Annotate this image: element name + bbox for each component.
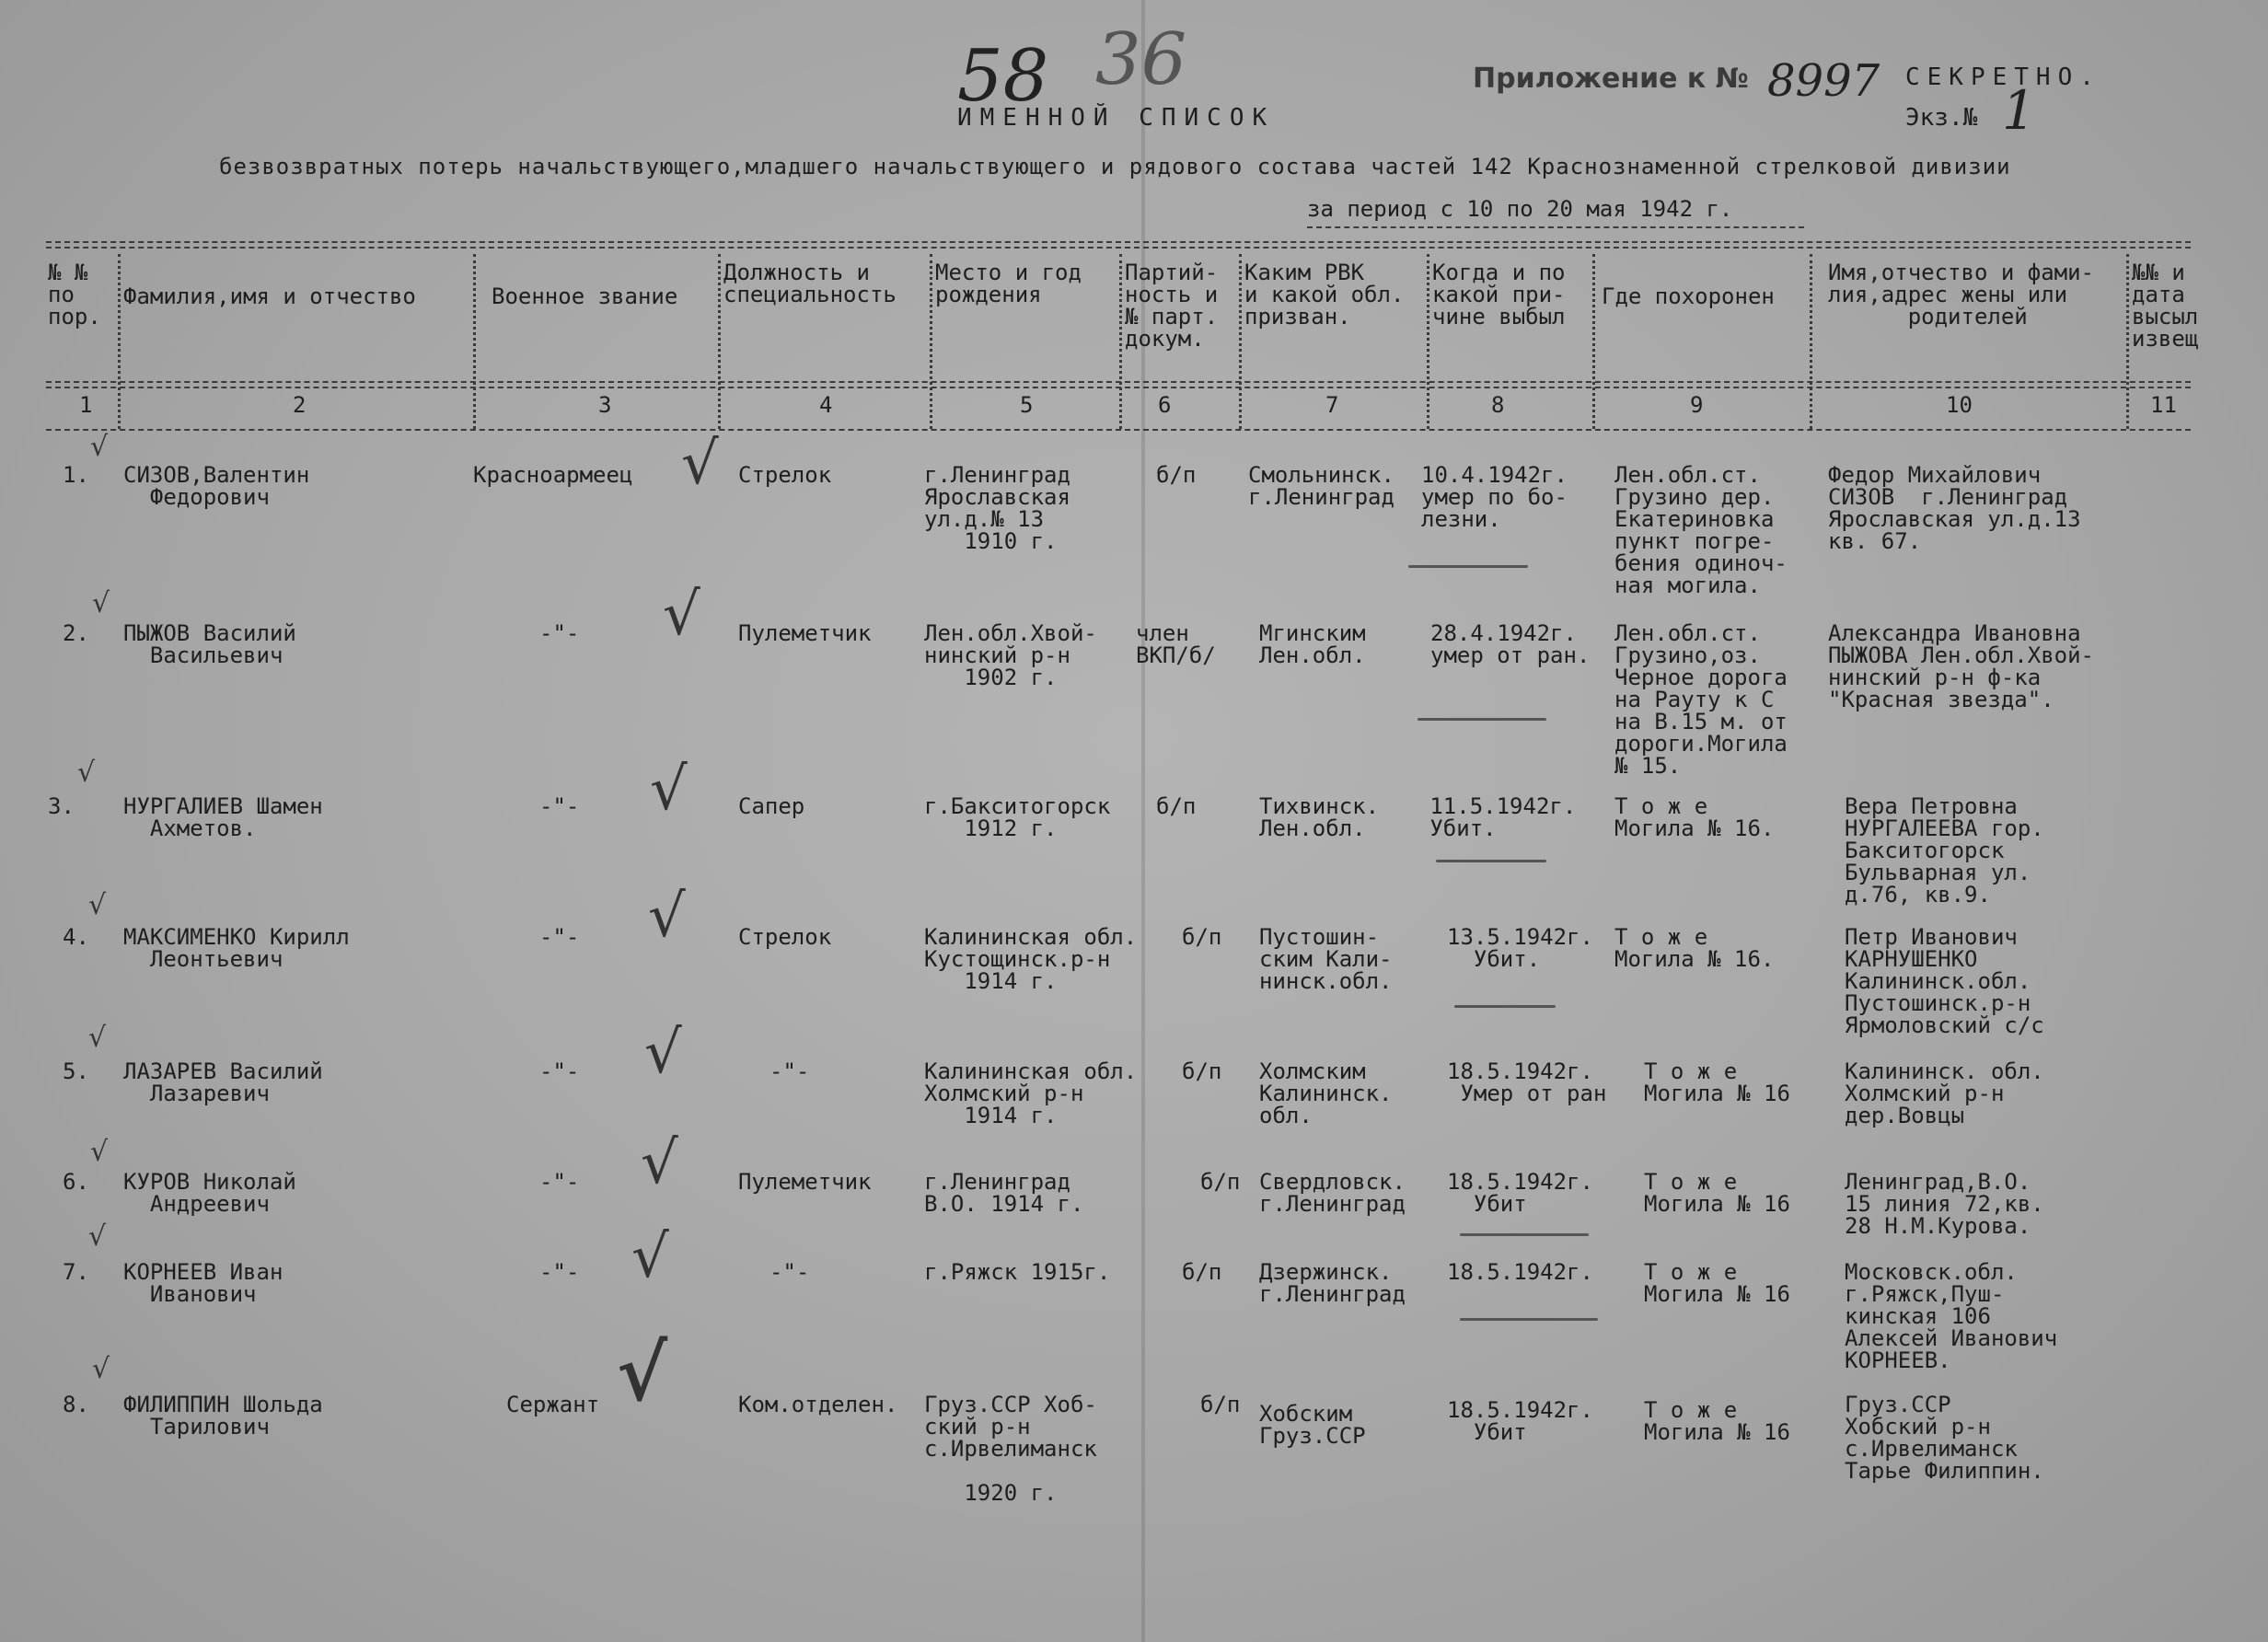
cell-rvk: Дзержинск. г.Ленинград	[1259, 1259, 1406, 1307]
check-mark: √	[648, 883, 686, 951]
column-separator	[1119, 254, 1122, 429]
cell-party: б/п	[1200, 1392, 1241, 1417]
cell-when: 10.4.1942г. умер по бо- лезни.	[1421, 462, 1568, 532]
pen-stroke	[1460, 1318, 1598, 1321]
cell-position: Сапер	[738, 793, 805, 819]
cell-relatives: Московск.обл. г.Ряжск,Пуш- кинская 106 Алексей Иванович КОРНЕЕВ.	[1845, 1259, 2058, 1373]
col-number: 8	[1491, 392, 1505, 418]
cell-rvk: Свердловск. г.Ленинград	[1259, 1169, 1406, 1217]
tick-mark: √	[90, 1136, 109, 1168]
cell-name: КУРОВ Николай Андреевич	[123, 1169, 296, 1217]
col-header-1: № № по пор.	[48, 260, 101, 330]
cell-name: ПЫЖОВ Василий Васильевич	[123, 620, 296, 668]
check-mark: √	[650, 756, 688, 824]
col-header-4: Должность и специальность	[723, 260, 897, 307]
row-number: 3.	[48, 793, 75, 819]
cell-birth: Калининская обл. Кустощинск.р-н 1914 г.	[924, 924, 1138, 994]
cell-position: Пулеметчик	[738, 620, 872, 646]
cell-when: 11.5.1942г. Убит.	[1429, 793, 1577, 841]
cell-party: б/п	[1200, 1169, 1241, 1195]
col-number: 5	[1020, 392, 1034, 418]
tick-mark: √	[90, 431, 109, 463]
cell-rank: -"-	[539, 924, 580, 950]
handwritten-page-number-2: 36	[1095, 18, 1187, 101]
row-number: 2.	[63, 620, 89, 646]
cell-relatives: Федор Михайлович СИЗОВ г.Ленинград Ярославская ул.д.13 кв. 67.	[1828, 462, 2081, 554]
cell-when: 18.5.1942г. Убит	[1447, 1397, 1593, 1445]
pen-stroke	[1454, 1005, 1556, 1008]
check-mark: √	[681, 430, 719, 498]
document-title: ИМЕННОЙ СПИСОК	[957, 104, 1276, 132]
secret-stamp: СЕКРЕТНО.	[1905, 64, 2101, 91]
cell-position: -"-	[770, 1058, 810, 1084]
cell-buried: Т о ж е Могила № 16.	[1614, 924, 1775, 972]
cell-party: б/п	[1156, 462, 1197, 488]
cell-when: 28.4.1942г. умер от ран.	[1430, 620, 1591, 668]
cell-rank: -"-	[539, 793, 580, 819]
cell-position: -"-	[770, 1259, 810, 1285]
cell-when: 18.5.1942г.	[1447, 1259, 1593, 1285]
col-number: 7	[1325, 392, 1339, 418]
cell-relatives: Ленинград,В.О. 15 линия 72,кв. 28 Н.М.Курова.	[1845, 1169, 2044, 1239]
tick-mark: √	[77, 757, 96, 789]
pen-stroke	[1436, 860, 1546, 862]
col-number: 11	[2150, 392, 2177, 418]
column-separator	[2126, 254, 2129, 429]
cell-position: Стрелок	[738, 924, 832, 950]
copy-label: Экз.№	[1905, 104, 1978, 132]
cell-name: МАКСИМЕНКО Кирилл Леонтьевич	[123, 924, 350, 972]
cell-when: 18.5.1942г. Умер от ран	[1447, 1058, 1607, 1106]
check-mark: √	[641, 1129, 678, 1197]
tick-mark: √	[88, 1022, 107, 1054]
cell-rvk: Холмским Калининск. обл.	[1259, 1058, 1393, 1128]
col-number: 6	[1158, 392, 1172, 418]
cell-buried: Т о ж е Могила № 16	[1644, 1058, 1790, 1106]
tick-mark: √	[92, 1353, 110, 1385]
col-number: 4	[819, 392, 833, 418]
check-mark: √	[644, 1019, 682, 1087]
cell-birth: г.Ленинград В.О. 1914 г.	[924, 1169, 1084, 1217]
col-header-9: Где похоронен	[1602, 283, 1775, 309]
cell-name: СИЗОВ,Валентин Федорович	[123, 462, 310, 510]
cell-buried: Лен.обл.ст. Грузино,оз. Черное дорога на Рауту к С на В.15 м. от дороги.Могила № 15.	[1614, 620, 1788, 779]
cell-name: ЛАЗАРЕВ Василий Лазаревич	[123, 1058, 323, 1106]
column-separator	[118, 254, 121, 429]
cell-position: Пулеметчик	[738, 1169, 872, 1195]
col-header-10: Имя,отчество и фами- лия,адрес жены или родителей	[1828, 260, 2094, 330]
cell-relatives: Петр Иванович КАРНУШЕНКО Калининск.обл. Пустошинск.р-н Ярмоловский с/с	[1845, 924, 2044, 1038]
col-number: 9	[1690, 392, 1704, 418]
col-header-2: Фамилия,имя и отчество	[123, 283, 416, 309]
cell-party: б/п	[1182, 1259, 1222, 1285]
header-bottom-rule	[46, 381, 2191, 383]
col-header-7: Каким РВК и какой обл. призван.	[1244, 260, 1405, 330]
column-separator	[1810, 254, 1812, 429]
tick-mark: √	[88, 1220, 107, 1253]
cell-name: НУРГАЛИЕВ Шамен Ахметов.	[123, 793, 323, 841]
document-subtitle: безвозвратных потерь начальствующего,младшего начальствующего и рядового состава частей 142 Краснознаменной стрелковой дивизии	[219, 154, 2011, 179]
col-header-6: Партий- ность и № парт. докум.	[1125, 260, 1219, 352]
cell-buried: Т о ж е Могила № 16	[1644, 1259, 1790, 1307]
cell-party: б/п	[1182, 924, 1222, 950]
cell-birth: Груз.ССР Хоб- ский р-н с.Ирвелиманск 1920 г.	[924, 1392, 1097, 1506]
cell-rvk: Хобским Груз.ССР	[1259, 1401, 1366, 1449]
col-number: 1	[79, 392, 93, 418]
cell-relatives: Груз.ССР Хобский р-н с.Ирвелиманск Тарье Филиппин.	[1845, 1392, 2044, 1484]
row-number: 1.	[63, 462, 89, 488]
cell-position: Стрелок	[738, 462, 832, 488]
pen-stroke	[1418, 718, 1546, 721]
col-header-5: Место и год рождения	[935, 260, 1082, 307]
row-number: 5.	[63, 1058, 89, 1084]
cell-party: б/п	[1156, 793, 1197, 819]
check-mark: √	[617, 1327, 668, 1418]
column-separator	[1592, 254, 1595, 429]
cell-buried: Т о ж е Могила № 16	[1644, 1397, 1790, 1445]
table-top-rule	[46, 241, 2191, 243]
col-header-8: Когда и по какой при- чине выбыл	[1432, 260, 1566, 330]
cell-rvk: Мгинским Лен.обл.	[1259, 620, 1366, 668]
handwritten-page-number-1: 58	[957, 35, 1049, 118]
cell-birth: Лен.обл.Хвой- нинский р-н 1902 г.	[924, 620, 1097, 690]
cell-position: Ком.отделен.	[738, 1392, 898, 1417]
numbers-bottom-rule	[46, 429, 2191, 431]
col-header-11: №№ и дата высыл извещ	[2132, 260, 2199, 352]
cell-birth: г.Ряжск 1915г.	[924, 1259, 1111, 1285]
cell-rvk: Смольнинск. г.Ленинград	[1248, 462, 1394, 510]
pen-stroke	[1460, 1233, 1589, 1236]
pen-stroke	[1408, 565, 1528, 568]
cell-rvk: Тихвинск. Лен.обл.	[1259, 793, 1380, 841]
row-number: 6.	[63, 1169, 89, 1195]
cell-buried: Лен.обл.ст. Грузино дер. Екатериновка пункт погре- бения одиноч- ная могила.	[1614, 462, 1788, 598]
column-separator	[718, 254, 721, 429]
tick-mark: √	[92, 587, 110, 619]
cell-birth: г.Бакситогорск 1912 г.	[924, 793, 1111, 841]
cell-buried: Т о ж е Могила № 16.	[1614, 793, 1775, 841]
cell-rank: Сержант	[506, 1392, 600, 1417]
col-number: 2	[293, 392, 307, 418]
tick-mark: √	[88, 889, 107, 921]
cell-rank: -"-	[539, 1259, 580, 1285]
cell-rank: Красноармеец	[473, 462, 633, 488]
row-number: 8.	[63, 1392, 89, 1417]
copy-number: 1	[2002, 79, 2036, 142]
cell-name: КОРНЕЕВ Иван Иванович	[123, 1259, 284, 1307]
cell-when: 18.5.1942г. Убит	[1447, 1169, 1593, 1217]
cell-when: 13.5.1942г. Убит.	[1447, 924, 1593, 972]
row-number: 4.	[63, 924, 89, 950]
check-mark: √	[631, 1223, 669, 1291]
period-underline	[1307, 226, 1804, 228]
cell-rank: -"-	[539, 620, 580, 646]
col-number: 10	[1946, 392, 1973, 418]
column-separator	[1427, 254, 1429, 429]
header-bottom-rule-2	[46, 387, 2191, 388]
cell-birth: Калининская обл. Холмский р-н 1914 г.	[924, 1058, 1138, 1128]
cell-buried: Т о ж е Могила № 16	[1644, 1169, 1790, 1217]
table-top-rule-2	[46, 247, 2191, 249]
document-period: за период с 10 по 20 мая 1942 г.	[1307, 196, 1733, 222]
column-separator	[1239, 254, 1242, 429]
cell-rvk: Пустошин- ским Кали- нинск.обл.	[1259, 924, 1393, 994]
cell-rank: -"-	[539, 1058, 580, 1084]
cell-birth: г.Ленинград Ярославская ул.д.№ 13 1910 г.	[924, 462, 1070, 554]
col-header-3: Военное звание	[492, 283, 678, 309]
cell-name: ФИЛИППИН Шольда Тарилович	[123, 1392, 323, 1440]
cell-relatives: Александра Ивановна ПЫЖОВА Лен.обл.Хвой- нинский р-н ф-ка "Красная звезда".	[1828, 620, 2094, 712]
cell-party: б/п	[1182, 1058, 1222, 1084]
column-separator	[473, 254, 476, 429]
cell-rank: -"-	[539, 1169, 580, 1195]
cell-party: член ВКП/б/	[1136, 620, 1216, 668]
cell-relatives: Вера Петровна НУРГАЛЕЕВА гор. Бакситогорск Бульварная ул. д.76, кв.9.	[1845, 793, 2044, 908]
appendix-note: Приложение к №	[1473, 63, 1749, 95]
column-separator	[930, 254, 932, 429]
col-number: 3	[598, 392, 612, 418]
appendix-number: 8997	[1767, 55, 1880, 107]
row-number: 7.	[63, 1259, 89, 1285]
cell-relatives: Калининск. обл. Холмский р-н дер.Вовцы	[1845, 1058, 2044, 1128]
check-mark: √	[663, 581, 700, 649]
